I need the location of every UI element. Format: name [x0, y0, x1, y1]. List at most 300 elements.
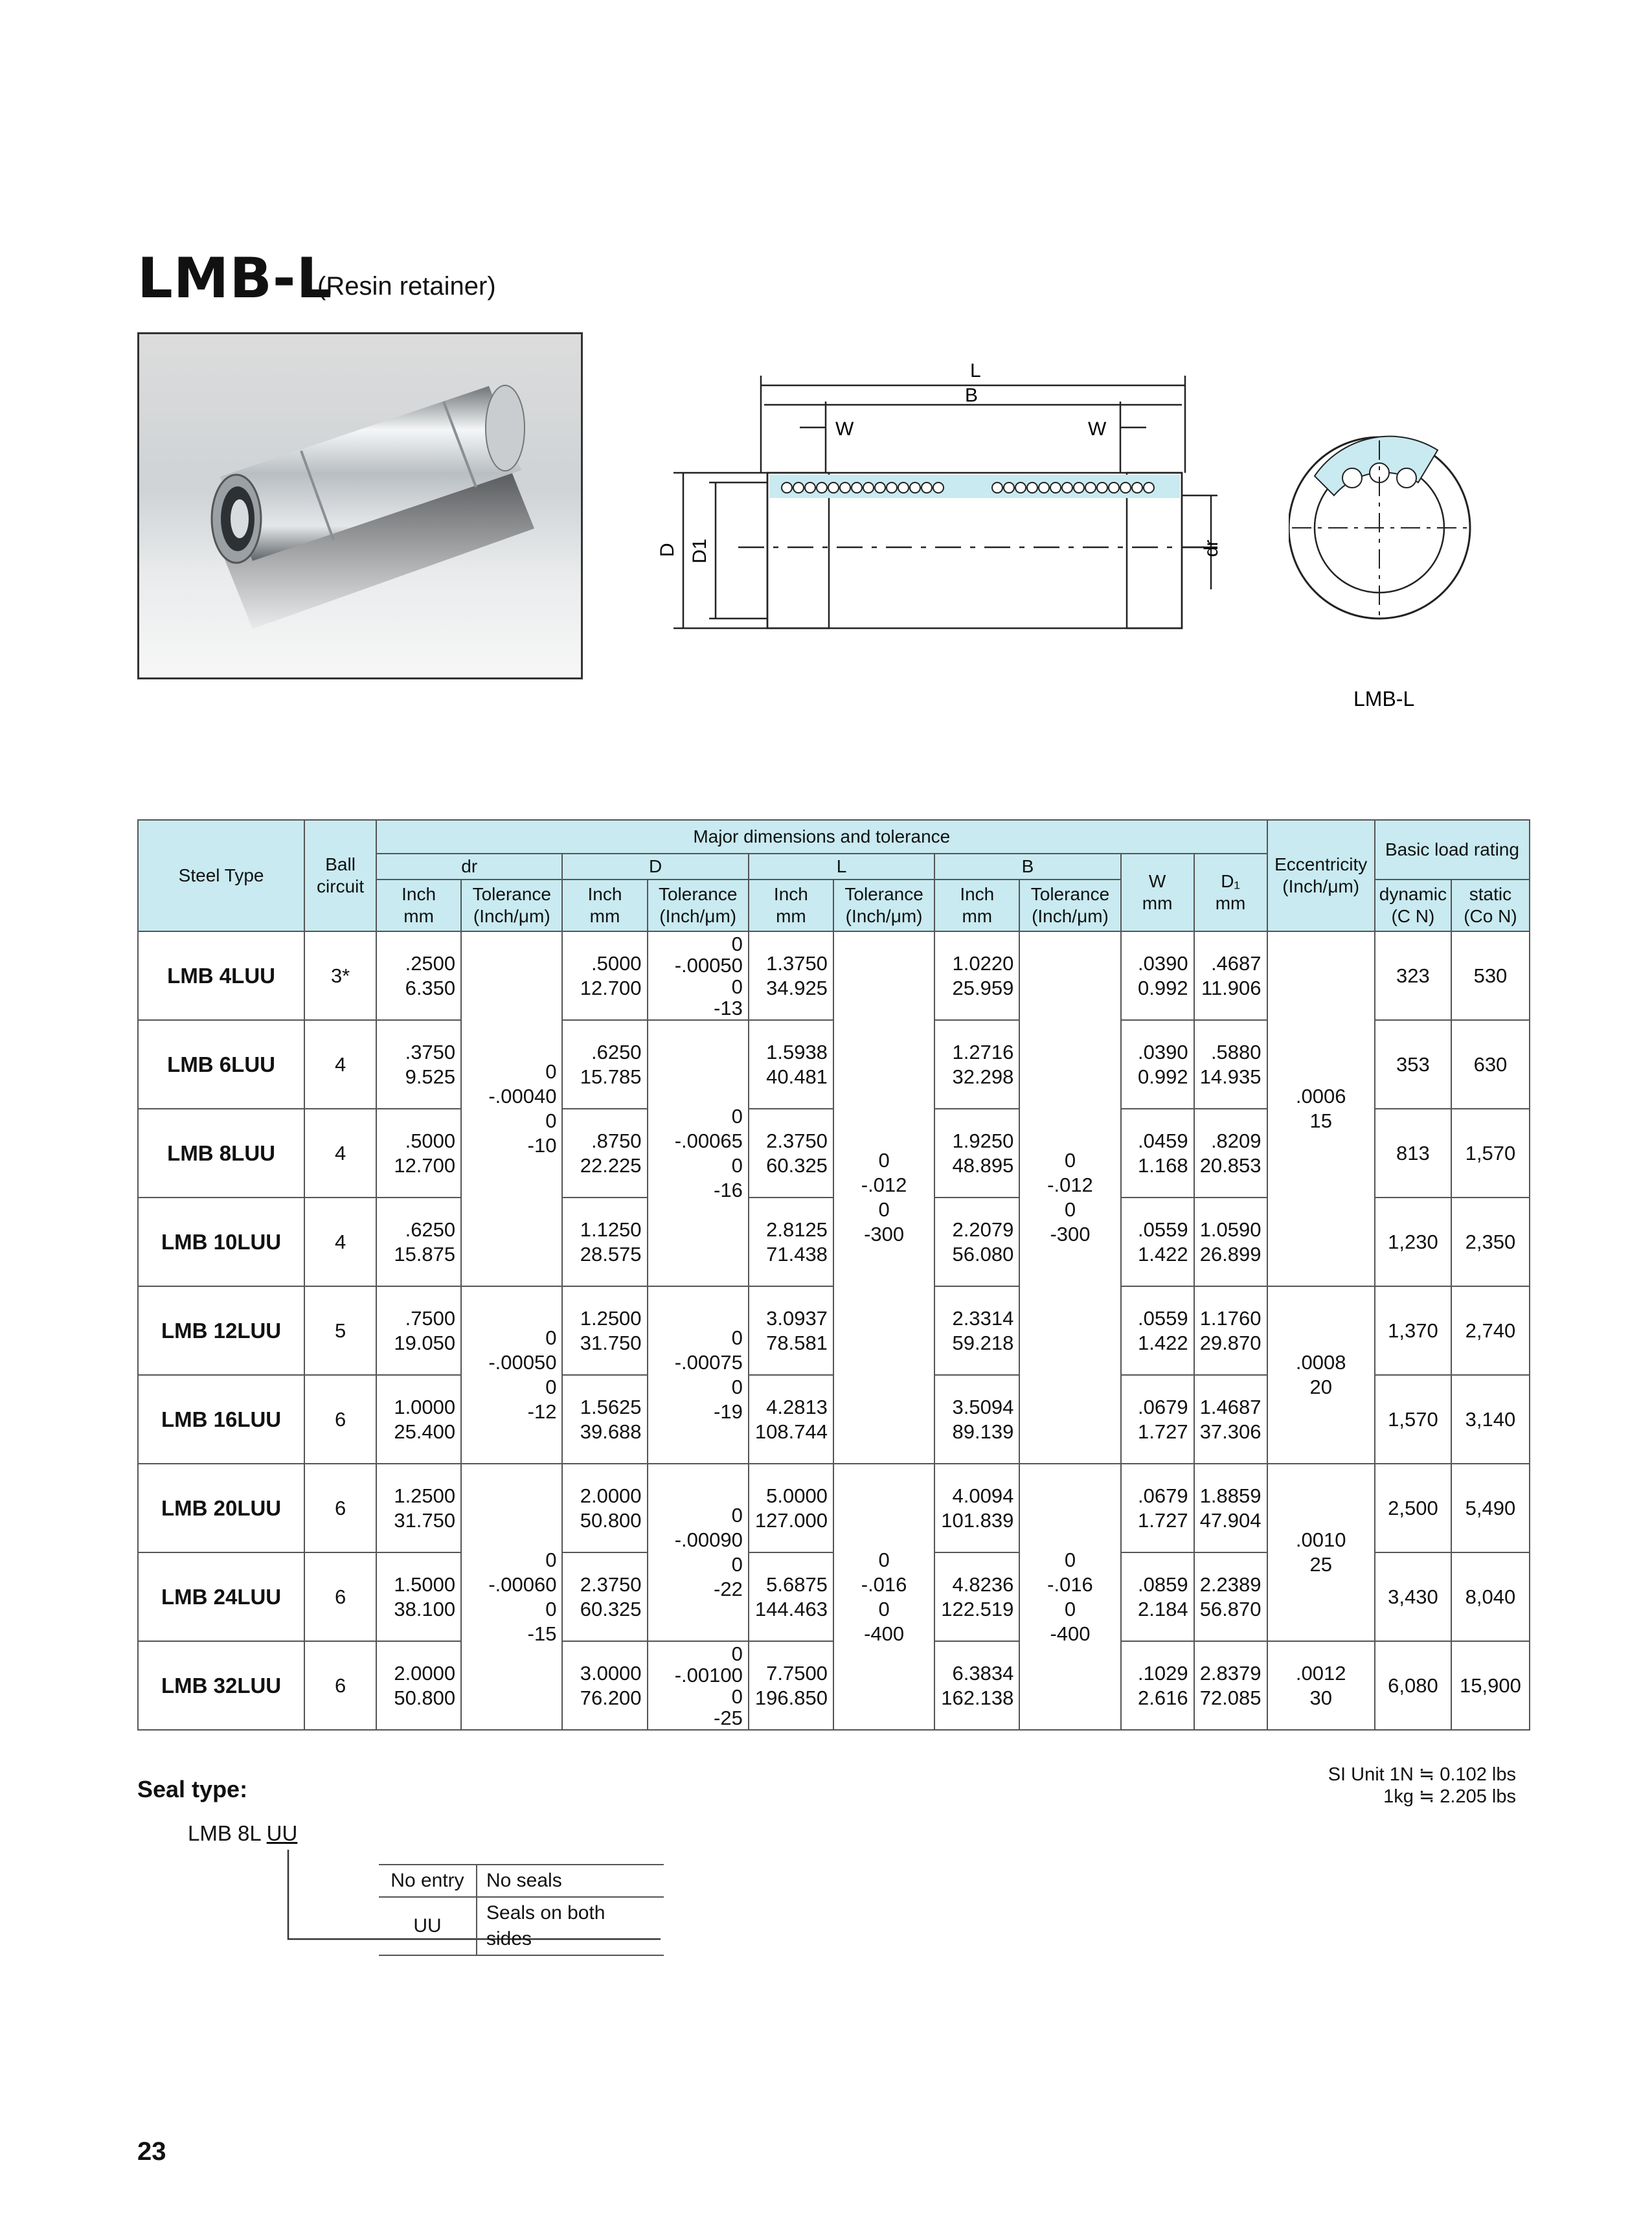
tol-inch-upper: 0 — [731, 1104, 743, 1128]
b-inch: 1.2716 — [952, 1040, 1014, 1063]
dr-value — [376, 1375, 461, 1464]
w-inch: .0459 — [1137, 1129, 1188, 1152]
d-inch: 2.0000 — [580, 1484, 642, 1507]
w-value — [1121, 931, 1194, 1020]
header-eccentricity-label: Eccentricity — [1274, 854, 1368, 874]
d-tolerance-row0 — [648, 931, 749, 1020]
b-inch: 1.0220 — [952, 951, 1014, 975]
dr-inch: .6250 — [405, 1218, 456, 1241]
tol-inch-lower: -.00060 — [488, 1573, 557, 1596]
tol-inch-lower: -.00075 — [674, 1351, 743, 1374]
seal-option-code: UU — [379, 1897, 477, 1955]
d1-value — [1194, 1020, 1267, 1109]
label-tolerance: Tolerance — [658, 884, 738, 904]
l-value — [749, 1641, 833, 1730]
ball-circuit-value: 4 — [304, 1198, 376, 1286]
w-value — [1121, 1552, 1194, 1641]
ball-circuit-value: 4 — [304, 1020, 376, 1109]
dynamic-load-value: 1,570 — [1375, 1375, 1451, 1464]
seal-option-row — [379, 1865, 664, 1897]
tol-inch-upper: 0 — [878, 1548, 890, 1571]
d-mm: 39.688 — [580, 1420, 642, 1443]
tol-inch-upper: 0 — [1064, 1149, 1076, 1172]
header-basic-load-rating: Basic load rating — [1375, 820, 1530, 880]
d1-mm: 56.870 — [1199, 1597, 1262, 1620]
d1-value — [1194, 1641, 1267, 1730]
label-dynamic: dynamic — [1379, 884, 1447, 904]
d-value — [562, 931, 647, 1020]
header-w-label: W — [1148, 871, 1166, 891]
w-value — [1121, 1375, 1194, 1464]
static-load-value: 630 — [1451, 1020, 1530, 1109]
l-mm: 40.481 — [766, 1065, 828, 1088]
w-inch: .0859 — [1137, 1573, 1188, 1596]
l-inch: 7.7500 — [766, 1661, 828, 1685]
l-mm: 108.744 — [754, 1420, 828, 1443]
tol-inch-upper: 0 — [731, 1642, 743, 1665]
dr-inch: .7500 — [405, 1306, 456, 1330]
b-tolerance-group-a — [1019, 931, 1120, 1464]
w-value — [1121, 1020, 1194, 1109]
si-unit-note-1: SI Unit 1N ≒ 0.102 lbs — [1328, 1764, 1516, 1785]
w-mm: 1.727 — [1137, 1508, 1188, 1532]
w-mm: 0.992 — [1137, 976, 1188, 999]
label-static-unit: (Co N) — [1464, 906, 1517, 926]
dr-inch: .3750 — [405, 1040, 456, 1063]
dr-inch: 1.2500 — [394, 1484, 456, 1507]
seal-code-suffix: UU — [266, 1821, 298, 1845]
d-inch: 1.5625 — [580, 1395, 642, 1418]
w-mm: 1.422 — [1137, 1331, 1188, 1354]
label-tolerance: Tolerance — [844, 884, 923, 904]
dynamic-load-value: 353 — [1375, 1020, 1451, 1109]
ball-circuit-value: 6 — [304, 1641, 376, 1730]
l-inch: 4.2813 — [766, 1395, 828, 1418]
b-mm: 25.959 — [952, 976, 1014, 999]
header-dr-tolerance — [461, 880, 562, 931]
tol-um-upper: 0 — [731, 1153, 743, 1177]
header-b-inch — [934, 880, 1019, 931]
static-load-value: 530 — [1451, 931, 1530, 1020]
tol-um-lower: -19 — [714, 1400, 743, 1423]
l-mm: 78.581 — [766, 1331, 828, 1354]
w-value — [1121, 1109, 1194, 1198]
b-inch: 1.9250 — [952, 1129, 1014, 1152]
tol-um-lower: -25 — [714, 1706, 743, 1729]
l-value — [749, 1198, 833, 1286]
model-name: LMB 16LUU — [138, 1375, 304, 1464]
d1-value — [1194, 1552, 1267, 1641]
d1-mm: 72.085 — [1199, 1686, 1262, 1709]
dim-label-dr: dr — [1201, 539, 1222, 557]
dynamic-load-value: 1,370 — [1375, 1286, 1451, 1375]
tol-inch-upper: 0 — [545, 1548, 557, 1571]
tol-inch-lower: -.00050 — [674, 953, 743, 977]
dim-label-w-left: W — [835, 418, 854, 440]
l-value — [749, 1375, 833, 1464]
d-tolerance-group-b — [648, 1286, 749, 1464]
d1-inch: 1.0590 — [1199, 1218, 1262, 1241]
header-static — [1451, 880, 1530, 931]
model-name: LMB 8LUU — [138, 1109, 304, 1198]
tol-inch-lower: -.00040 — [488, 1085, 557, 1107]
seal-options-table — [379, 1864, 664, 1956]
l-mm: 196.850 — [754, 1686, 828, 1709]
l-mm: 144.463 — [754, 1597, 828, 1620]
dr-mm: 50.800 — [394, 1686, 456, 1709]
label-tolerance-unit: (Inch/μm) — [845, 906, 923, 926]
d1-mm: 14.935 — [1199, 1065, 1262, 1088]
page-title: LMB-L — [137, 246, 333, 311]
d-mm: 28.575 — [580, 1242, 642, 1266]
tol-um-lower: -16 — [714, 1178, 743, 1201]
seal-option-description: Seals on both sides — [477, 1897, 664, 1955]
b-mm: 56.080 — [952, 1242, 1014, 1266]
w-inch: .0390 — [1137, 951, 1188, 975]
dr-inch: .5000 — [405, 1129, 456, 1152]
b-value — [934, 1641, 1019, 1730]
eccentricity-inch: .0010 — [1295, 1528, 1346, 1551]
d-mm: 12.700 — [580, 976, 642, 999]
dynamic-load-value: 323 — [1375, 931, 1451, 1020]
d-mm: 50.800 — [580, 1508, 642, 1532]
header-ball-circuit: Ball circuit — [304, 820, 376, 931]
label-tolerance: Tolerance — [472, 884, 551, 904]
b-value — [934, 931, 1019, 1020]
label-inch: Inch — [402, 884, 436, 904]
eccentricity-row8 — [1267, 1641, 1375, 1730]
d-inch: 1.1250 — [580, 1218, 642, 1241]
seal-type-heading: Seal type: — [137, 1776, 248, 1802]
header-d1-label: D₁ — [1221, 871, 1240, 891]
l-value — [749, 931, 833, 1020]
l-value — [749, 1464, 833, 1552]
tol-um-upper: 0 — [545, 1597, 557, 1620]
header-dynamic — [1375, 880, 1451, 931]
d1-mm: 29.870 — [1199, 1331, 1262, 1354]
header-w — [1121, 854, 1194, 931]
d1-inch: 2.8379 — [1199, 1661, 1262, 1685]
l-tolerance-group-c — [833, 1464, 934, 1730]
model-name: LMB 32LUU — [138, 1641, 304, 1730]
tol-inch-lower: -.00090 — [674, 1528, 743, 1551]
d1-inch: .4687 — [1210, 951, 1262, 975]
tol-um-upper: 0 — [1064, 1198, 1076, 1221]
d1-mm: 20.853 — [1199, 1153, 1262, 1177]
l-inch: 2.8125 — [766, 1218, 828, 1241]
eccentricity-um: 25 — [1309, 1553, 1332, 1576]
d1-inch: 1.1760 — [1199, 1306, 1262, 1330]
dr-mm: 19.050 — [394, 1331, 456, 1354]
dynamic-load-value: 2,500 — [1375, 1464, 1451, 1552]
static-load-value: 2,350 — [1451, 1198, 1530, 1286]
static-load-value: 5,490 — [1451, 1464, 1530, 1552]
b-mm: 89.139 — [952, 1420, 1014, 1443]
dim-label-l: L — [970, 360, 981, 381]
d-value — [562, 1109, 647, 1198]
tol-um-upper: 0 — [545, 1109, 557, 1132]
header-l: L — [749, 854, 934, 880]
d-tolerance-row8 — [648, 1641, 749, 1730]
header-d1 — [1194, 854, 1267, 931]
header-dr-inch — [376, 880, 461, 931]
tol-inch-upper: 0 — [731, 1504, 743, 1527]
eccentricity-group-b — [1267, 1286, 1375, 1464]
b-inch: 4.0094 — [952, 1484, 1014, 1507]
dr-value — [376, 1464, 461, 1552]
l-inch: 1.3750 — [766, 951, 828, 975]
d-inch: .5000 — [591, 951, 642, 975]
d1-mm: 26.899 — [1199, 1242, 1262, 1266]
l-tolerance-group-a — [833, 931, 934, 1464]
d-mm: 31.750 — [580, 1331, 642, 1354]
eccentricity-group-c — [1267, 1464, 1375, 1641]
ball-circuit-value: 3* — [304, 931, 376, 1020]
d-value — [562, 1198, 647, 1286]
table-row — [138, 931, 1530, 1020]
l-inch: 3.0937 — [766, 1306, 828, 1330]
tol-inch-lower: -.016 — [861, 1573, 907, 1596]
dynamic-load-value: 6,080 — [1375, 1641, 1451, 1730]
b-value — [934, 1109, 1019, 1198]
l-value — [749, 1286, 833, 1375]
eccentricity-group-a — [1267, 931, 1375, 1286]
w-mm: 0.992 — [1137, 1065, 1188, 1088]
static-load-value: 15,900 — [1451, 1641, 1530, 1730]
b-value — [934, 1020, 1019, 1109]
dr-mm: 31.750 — [394, 1508, 456, 1532]
w-value — [1121, 1464, 1194, 1552]
header-eccentricity — [1267, 820, 1375, 931]
seal-option-code: No entry — [379, 1865, 477, 1897]
tol-um-lower: -13 — [714, 996, 743, 1019]
b-value — [934, 1552, 1019, 1641]
b-inch: 6.3834 — [952, 1661, 1014, 1685]
header-b-tolerance — [1019, 880, 1120, 931]
ball-circuit-value: 4 — [304, 1109, 376, 1198]
dr-tolerance-group-c — [461, 1464, 562, 1730]
l-mm: 60.325 — [766, 1153, 828, 1177]
tol-inch-upper: 0 — [878, 1149, 890, 1172]
tol-um-lower: -22 — [714, 1578, 743, 1600]
product-photo — [137, 332, 583, 679]
header-eccentricity-unit: (Inch/μm) — [1282, 876, 1360, 896]
b-mm: 32.298 — [952, 1065, 1014, 1088]
b-mm: 122.519 — [941, 1597, 1014, 1620]
eccentricity-um: 15 — [1309, 1109, 1332, 1132]
d-mm: 60.325 — [580, 1597, 642, 1620]
seal-code-example — [188, 1821, 297, 1846]
seal-code-prefix: LMB 8L — [188, 1821, 267, 1845]
ball-circuit-value: 5 — [304, 1286, 376, 1375]
tol-um-lower: -300 — [864, 1223, 905, 1245]
label-tolerance-unit: (Inch/μm) — [1032, 906, 1109, 926]
d-inch: 1.2500 — [580, 1306, 642, 1330]
label-mm: mm — [962, 906, 993, 926]
d1-inch: 1.4687 — [1199, 1395, 1262, 1418]
dr-mm: 12.700 — [394, 1153, 456, 1177]
w-mm: 1.168 — [1137, 1153, 1188, 1177]
dr-inch: .2500 — [405, 951, 456, 975]
static-load-value: 2,740 — [1451, 1286, 1530, 1375]
w-inch: .0559 — [1137, 1306, 1188, 1330]
w-inch: .1029 — [1137, 1661, 1188, 1685]
tol-um-lower: -15 — [527, 1622, 557, 1645]
table-row — [138, 1464, 1530, 1552]
label-inch: Inch — [587, 884, 622, 904]
dr-value — [376, 1020, 461, 1109]
label-tolerance-unit: (Inch/μm) — [473, 906, 550, 926]
b-tolerance-group-c — [1019, 1464, 1120, 1730]
eccentricity-inch: .0008 — [1295, 1351, 1346, 1374]
tol-um-lower: -10 — [527, 1134, 557, 1157]
tol-um-upper: 0 — [731, 1685, 743, 1708]
dynamic-load-value: 3,430 — [1375, 1552, 1451, 1641]
label-tolerance-unit: (Inch/μm) — [659, 906, 737, 926]
d-value — [562, 1286, 647, 1375]
label-inch: Inch — [773, 884, 808, 904]
d1-value — [1194, 1286, 1267, 1375]
spec-table — [137, 819, 1530, 1731]
b-value — [934, 1198, 1019, 1286]
side-view-drawing — [648, 350, 1230, 654]
tol-um-upper: 0 — [731, 1553, 743, 1576]
d-value — [562, 1464, 647, 1552]
model-name: LMB 20LUU — [138, 1464, 304, 1552]
end-view-caption: LMB-L — [1353, 687, 1415, 710]
b-inch: 2.2079 — [952, 1218, 1014, 1241]
w-value — [1121, 1198, 1194, 1286]
dynamic-load-value: 1,230 — [1375, 1198, 1451, 1286]
d-mm: 76.200 — [580, 1686, 642, 1709]
tol-inch-lower: -.00065 — [674, 1129, 743, 1152]
w-mm: 1.727 — [1137, 1420, 1188, 1443]
eccentricity-inch: .0012 — [1295, 1661, 1346, 1685]
b-inch: 4.8236 — [952, 1573, 1014, 1596]
eccentricity-um: 20 — [1309, 1376, 1332, 1398]
dr-value — [376, 1641, 461, 1730]
dr-inch: 1.5000 — [394, 1573, 456, 1596]
tol-um-lower: -400 — [864, 1622, 905, 1645]
l-value — [749, 1552, 833, 1641]
dynamic-load-value: 813 — [1375, 1109, 1451, 1198]
d1-value — [1194, 1198, 1267, 1286]
d1-inch: .5880 — [1210, 1040, 1262, 1063]
label-dynamic-unit: (C N) — [1391, 906, 1435, 926]
w-inch: .0679 — [1137, 1484, 1188, 1507]
tol-um-lower: -12 — [527, 1400, 557, 1423]
l-mm: 34.925 — [766, 976, 828, 999]
w-mm: 2.616 — [1137, 1686, 1188, 1709]
tol-um-upper: 0 — [878, 1198, 890, 1221]
eccentricity-um: 30 — [1309, 1686, 1332, 1709]
w-inch: .0390 — [1137, 1040, 1188, 1063]
ball-circuit-value: 6 — [304, 1552, 376, 1641]
b-mm: 162.138 — [941, 1686, 1014, 1709]
label-mm: mm — [403, 906, 434, 926]
ball-circuit-value: 6 — [304, 1464, 376, 1552]
d-mm: 15.785 — [580, 1065, 642, 1088]
model-name: LMB 6LUU — [138, 1020, 304, 1109]
tol-inch-lower: -.00050 — [488, 1351, 557, 1374]
l-inch: 5.6875 — [766, 1573, 828, 1596]
model-name: LMB 10LUU — [138, 1198, 304, 1286]
header-l-inch — [749, 880, 833, 931]
dr-value — [376, 1109, 461, 1198]
label-tolerance: Tolerance — [1030, 884, 1110, 904]
header-d-inch — [562, 880, 647, 931]
l-mm: 71.438 — [766, 1242, 828, 1266]
header-l-tolerance — [833, 880, 934, 931]
header-d: D — [562, 854, 748, 880]
tol-inch-upper: 0 — [731, 1326, 743, 1349]
dr-tolerance-group-a — [461, 931, 562, 1286]
w-mm: 1.422 — [1137, 1242, 1188, 1266]
d1-value — [1194, 1109, 1267, 1198]
label-mm: mm — [776, 906, 806, 926]
dr-value — [376, 1286, 461, 1375]
page-subtitle: (Resin retainer) — [317, 272, 496, 301]
l-inch: 5.0000 — [766, 1484, 828, 1507]
tol-um-upper: 0 — [1064, 1597, 1076, 1620]
tol-inch-upper: 0 — [545, 1326, 557, 1349]
dr-mm: 25.400 — [394, 1420, 456, 1443]
tol-inch-lower: -.012 — [861, 1174, 907, 1196]
tol-um-upper: 0 — [731, 1376, 743, 1398]
d1-mm: 47.904 — [1199, 1508, 1262, 1532]
header-b: B — [934, 854, 1120, 880]
tol-inch-lower: -.016 — [1047, 1573, 1093, 1596]
d-value — [562, 1020, 647, 1109]
l-value — [749, 1020, 833, 1109]
d1-inch: 1.8859 — [1199, 1484, 1262, 1507]
d1-mm: 11.906 — [1201, 976, 1262, 999]
dr-inch: 1.0000 — [394, 1395, 456, 1418]
label-mm: mm — [589, 906, 620, 926]
d1-value — [1194, 1375, 1267, 1464]
d1-inch: 2.2389 — [1199, 1573, 1262, 1596]
dr-value — [376, 1198, 461, 1286]
tol-inch-upper: 0 — [545, 1060, 557, 1083]
d-value — [562, 1552, 647, 1641]
d-mm: 22.225 — [580, 1153, 642, 1177]
dim-label-w-right: W — [1088, 418, 1107, 440]
dr-value — [376, 1552, 461, 1641]
header-major-dimensions: Major dimensions and tolerance — [376, 820, 1267, 854]
d1-mm: 37.306 — [1199, 1420, 1262, 1443]
w-inch: .0559 — [1137, 1218, 1188, 1241]
header-dr: dr — [376, 854, 562, 880]
d-inch: 3.0000 — [580, 1661, 642, 1685]
w-mm: 2.184 — [1137, 1597, 1188, 1620]
tol-inch-upper: 0 — [1064, 1548, 1076, 1571]
dr-mm: 9.525 — [405, 1065, 456, 1088]
d1-inch: .8209 — [1210, 1129, 1262, 1152]
dr-inch: 2.0000 — [394, 1661, 456, 1685]
d1-value — [1194, 1464, 1267, 1552]
b-mm: 48.895 — [952, 1153, 1014, 1177]
b-value — [934, 1464, 1019, 1552]
seal-option-row — [379, 1897, 664, 1955]
d-inch: .8750 — [591, 1129, 642, 1152]
b-inch: 3.5094 — [952, 1395, 1014, 1418]
eccentricity-inch: .0006 — [1295, 1085, 1346, 1107]
tol-um-upper: 0 — [731, 975, 743, 998]
dr-mm: 6.350 — [405, 976, 456, 999]
d-tolerance-group-c — [648, 1464, 749, 1641]
end-view-drawing — [1289, 421, 1483, 719]
dim-label-b: B — [965, 385, 979, 406]
